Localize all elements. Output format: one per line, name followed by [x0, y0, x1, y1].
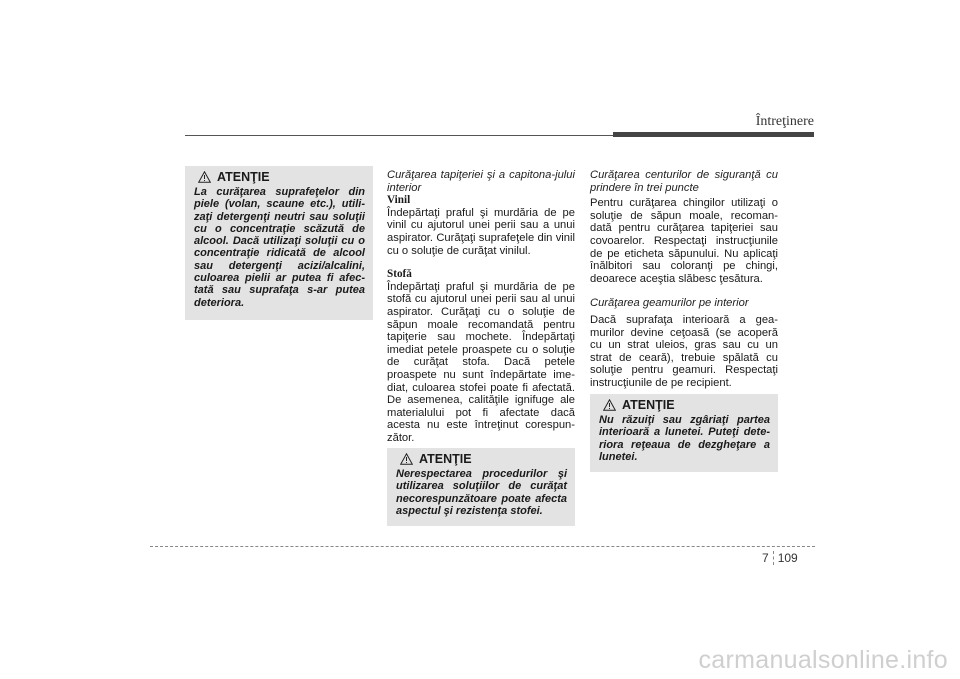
belts-text: Pentru curăţarea chingilor utilizaţi o soluţie de săpun moale, recoman-dată pentru curăţarea tapiţeriei sau covoarelor. Respectaţi instrucţiunile de pe eticheta săpunului. Nu aplicaţi înălbitori sau coloranţi pe chingi, deoarece aceştia slăbesc ţesătura. [590, 197, 778, 285]
warning-box-glass [590, 394, 778, 472]
warning-triangle-icon [400, 453, 413, 465]
footer-rule [150, 546, 815, 547]
chapter-number: 7 [762, 551, 769, 565]
fabric-title: Stofă [387, 268, 412, 281]
section-title: Întreţinere [755, 114, 814, 129]
header-rule-accent [613, 132, 814, 137]
warning-title: ATENŢIE [622, 398, 675, 412]
warning-triangle-icon [603, 399, 616, 411]
windows-text: Dacă suprafaţa interioară a gea-murilor devine ceţoasă (se acoperă cu un strat uleios, gras sau cu un strat de ceară), trebuie spălată cu soluţie pentru geamuri. Respectaţi instrucţiunile de pe recipient. [590, 313, 778, 389]
warning-text: Nerespectarea procedurilor şi utilizarea soluţiilor de curăţat necorespunzătoare poate afecta aspectul şi rezistenţa stofei. [396, 468, 567, 517]
warning-text: La curăţarea suprafeţelor din piele (volan, scaune etc.), utili-zaţi detergenţi neutri sau soluţii cu o concentraţie scăzută de alcool. Dacă utilizaţi soluţii cu o concentraţie ridicată de alcool sau detergenţi acizi/alcalini, culoarea pielii ar putea fi afec-tată sau suprafaţa s-ar putea deteriora. [194, 186, 365, 309]
warning-triangle-icon [198, 171, 211, 183]
page-number-value: 109 [777, 551, 798, 565]
interior-heading: Curăţarea tapiţeriei şi a capitona-jului interior [387, 169, 575, 194]
vinyl-title: Vinil [387, 194, 411, 207]
warning-text: Nu răzuiţi sau zgâriaţi partea interioară a lunetei. Puteţi dete-riora reţeaua de dezgheţare a lunetei. [599, 414, 770, 463]
column-belts-windows [590, 169, 778, 390]
warning-box-leather [185, 166, 373, 320]
fabric-text: Îndepărtaţi praful şi murdăria de pe stofă cu ajutorul unei perii sau al unui aspirator. Curăţaţi cu o soluţie de săpun moale recomandată pentru tapiţerie sau mochete. Îndepărtaţi imediat petele proaspete cu o soluţie de curăţat stofa. Dacă petele proaspete nu sunt îndepărtate ime-diat, culoarea stofei poate fi afectată. De asemenea, calităţile ignifuge ale materialului pot fi afectate dacă acesta nu este întreţinut corespun-zător. [387, 280, 575, 444]
warning-header [400, 452, 567, 466]
warning-title: ATENŢIE [419, 452, 472, 466]
belts-heading: Curăţarea centurilor de siguranţă cu prindere în trei puncte [590, 169, 778, 194]
page-number-separator [773, 551, 774, 565]
warning-header [198, 170, 365, 184]
warning-box-procedures [387, 448, 575, 526]
windows-heading: Curăţarea geamurilor pe interior [590, 297, 749, 310]
column-interior [387, 169, 575, 444]
warning-title: ATENŢIE [217, 170, 270, 184]
warning-header [603, 398, 770, 412]
header-rule [185, 135, 613, 136]
vinyl-text: Îndepărtaţi praful şi murdăria de pe vinil cu ajutorul unei perii sau a unui aspirator. Curăţaţi suprafeţele din vinil cu o soluţie de curăţat vinilul. [387, 206, 575, 257]
page-number [762, 551, 798, 565]
watermark: carmanualsonline.info [698, 646, 948, 674]
